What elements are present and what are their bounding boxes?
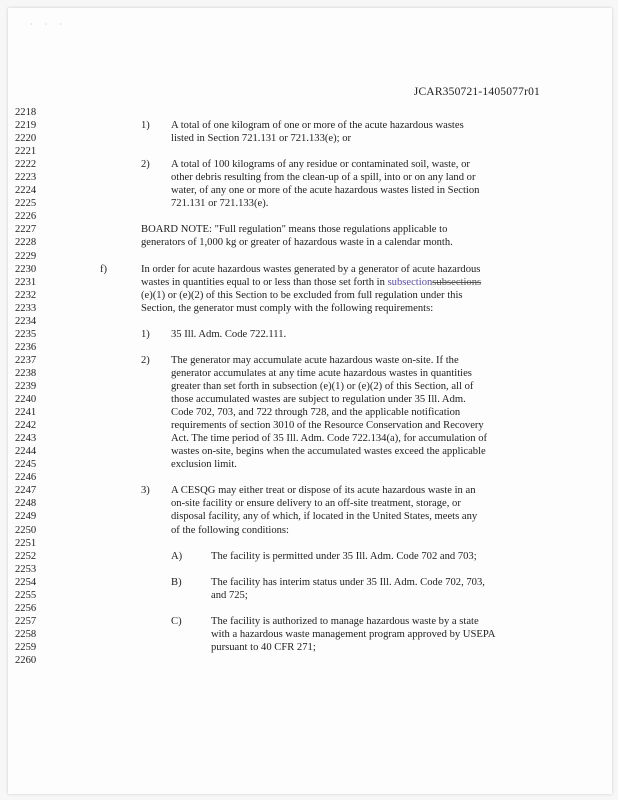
f-3-text: disposal facility, any of which, if located in the United States, meets any — [171, 511, 478, 523]
text-line — [8, 602, 612, 615]
text-line — [8, 145, 612, 158]
line-number: 2226 — [15, 211, 37, 223]
f-3-c-text: with a hazardous waste management program approved by USEPA — [211, 628, 496, 640]
line-number: 2233 — [15, 302, 37, 314]
f-3-a-text: The facility is permitted under 35 Ill. Adm. Code 702 and 703; — [211, 550, 477, 562]
line-number: 2221 — [15, 146, 37, 158]
line-number: 2252 — [15, 550, 37, 562]
f-2-text: those accumulated wastes are subject to regulation under 35 Ill. Adm. — [171, 394, 466, 406]
text-line — [8, 537, 612, 550]
line-number: 2240 — [15, 394, 37, 406]
inserted-text: subsection — [387, 276, 433, 288]
item-1-text: listed in Section 721.131 or 721.133(e); or — [171, 133, 352, 145]
f-2-text: exclusion limit. — [171, 459, 237, 471]
f-2-text: greater than set forth in subsection (e)(1) or (e)(2) of this Section, all of — [171, 380, 474, 392]
f-3-c-text: The facility is authorized to manage hazardous waste by a state — [211, 615, 479, 627]
subsection-f-text — [141, 276, 481, 289]
line-number: 2250 — [15, 524, 37, 536]
line-number: 2232 — [15, 289, 37, 301]
subsection-marker: f) — [100, 263, 108, 275]
f-3-b-text: The facility has interim status under 35 Ill. Adm. Code 702, 703, — [211, 576, 485, 588]
text-line — [8, 367, 612, 380]
line-number: 2222 — [15, 159, 37, 171]
numbered-text-body — [8, 106, 612, 667]
subsection-f-text-plain: wastes in quantities equal to or less than those set forth in — [141, 276, 388, 288]
item-marker: 1) — [141, 328, 150, 340]
item-2-text: A total of 100 kilograms of any residue or contaminated soil, waste, or — [171, 159, 470, 171]
subsection-f-text: In order for acute hazardous wastes generated by a generator of acute hazardous — [141, 263, 481, 275]
line-number: 2247 — [15, 485, 37, 497]
line-number: 2229 — [15, 250, 37, 262]
line-number: 2257 — [15, 615, 37, 627]
f-1-text: 35 Ill. Adm. Code 722.111. — [171, 328, 287, 340]
line-number: 2242 — [15, 420, 37, 432]
text-line — [8, 184, 612, 197]
line-number: 2239 — [15, 380, 37, 392]
line-number: 2220 — [15, 133, 37, 145]
line-number: 2244 — [15, 446, 37, 458]
f-3-text: of the following conditions: — [171, 524, 289, 536]
text-line — [8, 563, 612, 576]
board-note-text: generators of 1,000 kg or greater of hazardous waste in a calendar month. — [141, 237, 453, 249]
text-line — [8, 458, 612, 471]
text-line — [8, 223, 612, 236]
f-2-text: requirements of section 3010 of the Resource Conservation and Recovery — [171, 420, 484, 432]
text-line — [8, 328, 612, 341]
f-3-text: A CESQG may either treat or dispose of its acute hazardous waste in an — [171, 485, 476, 497]
board-note-text: BOARD NOTE: "Full regulation" means those regulations applicable to — [141, 224, 448, 236]
text-line — [8, 654, 612, 667]
f-3-text: on-site facility or ensure delivery to an off-site treatment, storage, or — [171, 498, 461, 510]
text-line — [8, 484, 612, 497]
line-number: 2235 — [15, 328, 37, 340]
text-line — [8, 106, 612, 119]
text-line — [8, 289, 612, 302]
f-2-text: wastes on-site, begins when the accumulated wastes exceed the applicable — [171, 446, 486, 458]
subsection-f-text: Section, the generator must comply with the following requirements: — [141, 302, 434, 314]
item-marker: 1) — [141, 120, 150, 132]
text-line — [8, 445, 612, 458]
deleted-text: subsections — [432, 276, 482, 288]
text-line — [8, 419, 612, 432]
subsection-f-text: (e)(1) or (e)(2) of this Section to be excluded from full regulation under this — [141, 289, 463, 301]
text-line — [8, 641, 612, 654]
text-line — [8, 276, 612, 289]
text-line — [8, 510, 612, 523]
text-line — [8, 171, 612, 184]
text-line — [8, 393, 612, 406]
text-line — [8, 250, 612, 263]
text-line — [8, 132, 612, 145]
text-line — [8, 197, 612, 210]
line-number: 2255 — [15, 589, 37, 601]
line-number: 2246 — [15, 472, 37, 484]
line-number: 2237 — [15, 354, 37, 366]
f-3-c-text: pursuant to 40 CFR 271; — [211, 641, 316, 653]
sub-item-marker: B) — [171, 576, 182, 588]
text-line — [8, 628, 612, 641]
line-number: 2219 — [15, 120, 37, 132]
line-number: 2230 — [15, 263, 37, 275]
f-2-text: The generator may accumulate acute hazardous waste on-site. If the — [171, 354, 459, 366]
line-number: 2245 — [15, 459, 37, 471]
text-line — [8, 432, 612, 445]
line-number: 2236 — [15, 341, 37, 353]
f-3-b-text: and 725; — [211, 589, 248, 601]
document-page — [8, 8, 612, 794]
text-line — [8, 210, 612, 223]
line-number: 2260 — [15, 654, 37, 666]
line-number: 2259 — [15, 641, 37, 653]
line-number: 2258 — [15, 628, 37, 640]
line-number: 2238 — [15, 367, 37, 379]
document-id-header: JCAR350721-1405077r01 — [413, 86, 540, 98]
text-line — [8, 406, 612, 419]
text-line — [8, 263, 612, 276]
item-2-text: water, of any one or more of the acute hazardous wastes listed in Section — [171, 185, 480, 197]
text-line — [8, 524, 612, 537]
item-marker: 3) — [141, 485, 150, 497]
sub-item-marker: C) — [171, 615, 182, 627]
sub-item-marker: A) — [171, 550, 183, 562]
text-line — [8, 576, 612, 589]
text-line — [8, 589, 612, 602]
line-number: 2223 — [15, 172, 37, 184]
line-number: 2243 — [15, 433, 37, 445]
text-line — [8, 302, 612, 315]
text-line — [8, 341, 612, 354]
line-number: 2254 — [15, 576, 37, 588]
line-number: 2218 — [15, 107, 37, 118]
text-line — [8, 471, 612, 484]
text-line — [8, 354, 612, 367]
text-line — [8, 550, 612, 563]
line-number: 2248 — [15, 498, 37, 510]
line-number: 2231 — [15, 276, 37, 288]
line-number: 2251 — [15, 537, 37, 549]
line-number: 2241 — [15, 407, 37, 419]
text-line — [8, 236, 612, 249]
line-number: 2256 — [15, 602, 37, 614]
text-line — [8, 615, 612, 628]
f-2-text: generator accumulates at any time acute hazardous wastes in quantities — [171, 367, 472, 379]
text-line — [8, 158, 612, 171]
f-2-text: Code 702, 703, and 722 through 728, and the applicable notification — [171, 407, 461, 419]
line-number: 2227 — [15, 224, 37, 236]
line-number: 2253 — [15, 563, 37, 575]
text-line — [8, 497, 612, 510]
item-2-text: 721.131 or 721.133(e). — [171, 198, 269, 210]
text-line — [8, 119, 612, 132]
f-2-text: Act. The time period of 35 Ill. Adm. Code 722.134(a), for accumulation of — [171, 433, 488, 445]
scan-specks: · · · — [30, 20, 67, 29]
line-number: 2249 — [15, 511, 37, 523]
line-number: 2234 — [15, 315, 37, 327]
item-1-text: A total of one kilogram of one or more of the acute hazardous wastes — [171, 120, 464, 132]
text-line — [8, 315, 612, 328]
text-line — [8, 380, 612, 393]
line-number: 2228 — [15, 237, 37, 249]
item-2-text: other debris resulting from the clean-up of a spill, into or on any land or — [171, 172, 476, 184]
line-number: 2225 — [15, 198, 37, 210]
item-marker: 2) — [141, 159, 150, 171]
line-number: 2224 — [15, 185, 37, 197]
item-marker: 2) — [141, 354, 150, 366]
